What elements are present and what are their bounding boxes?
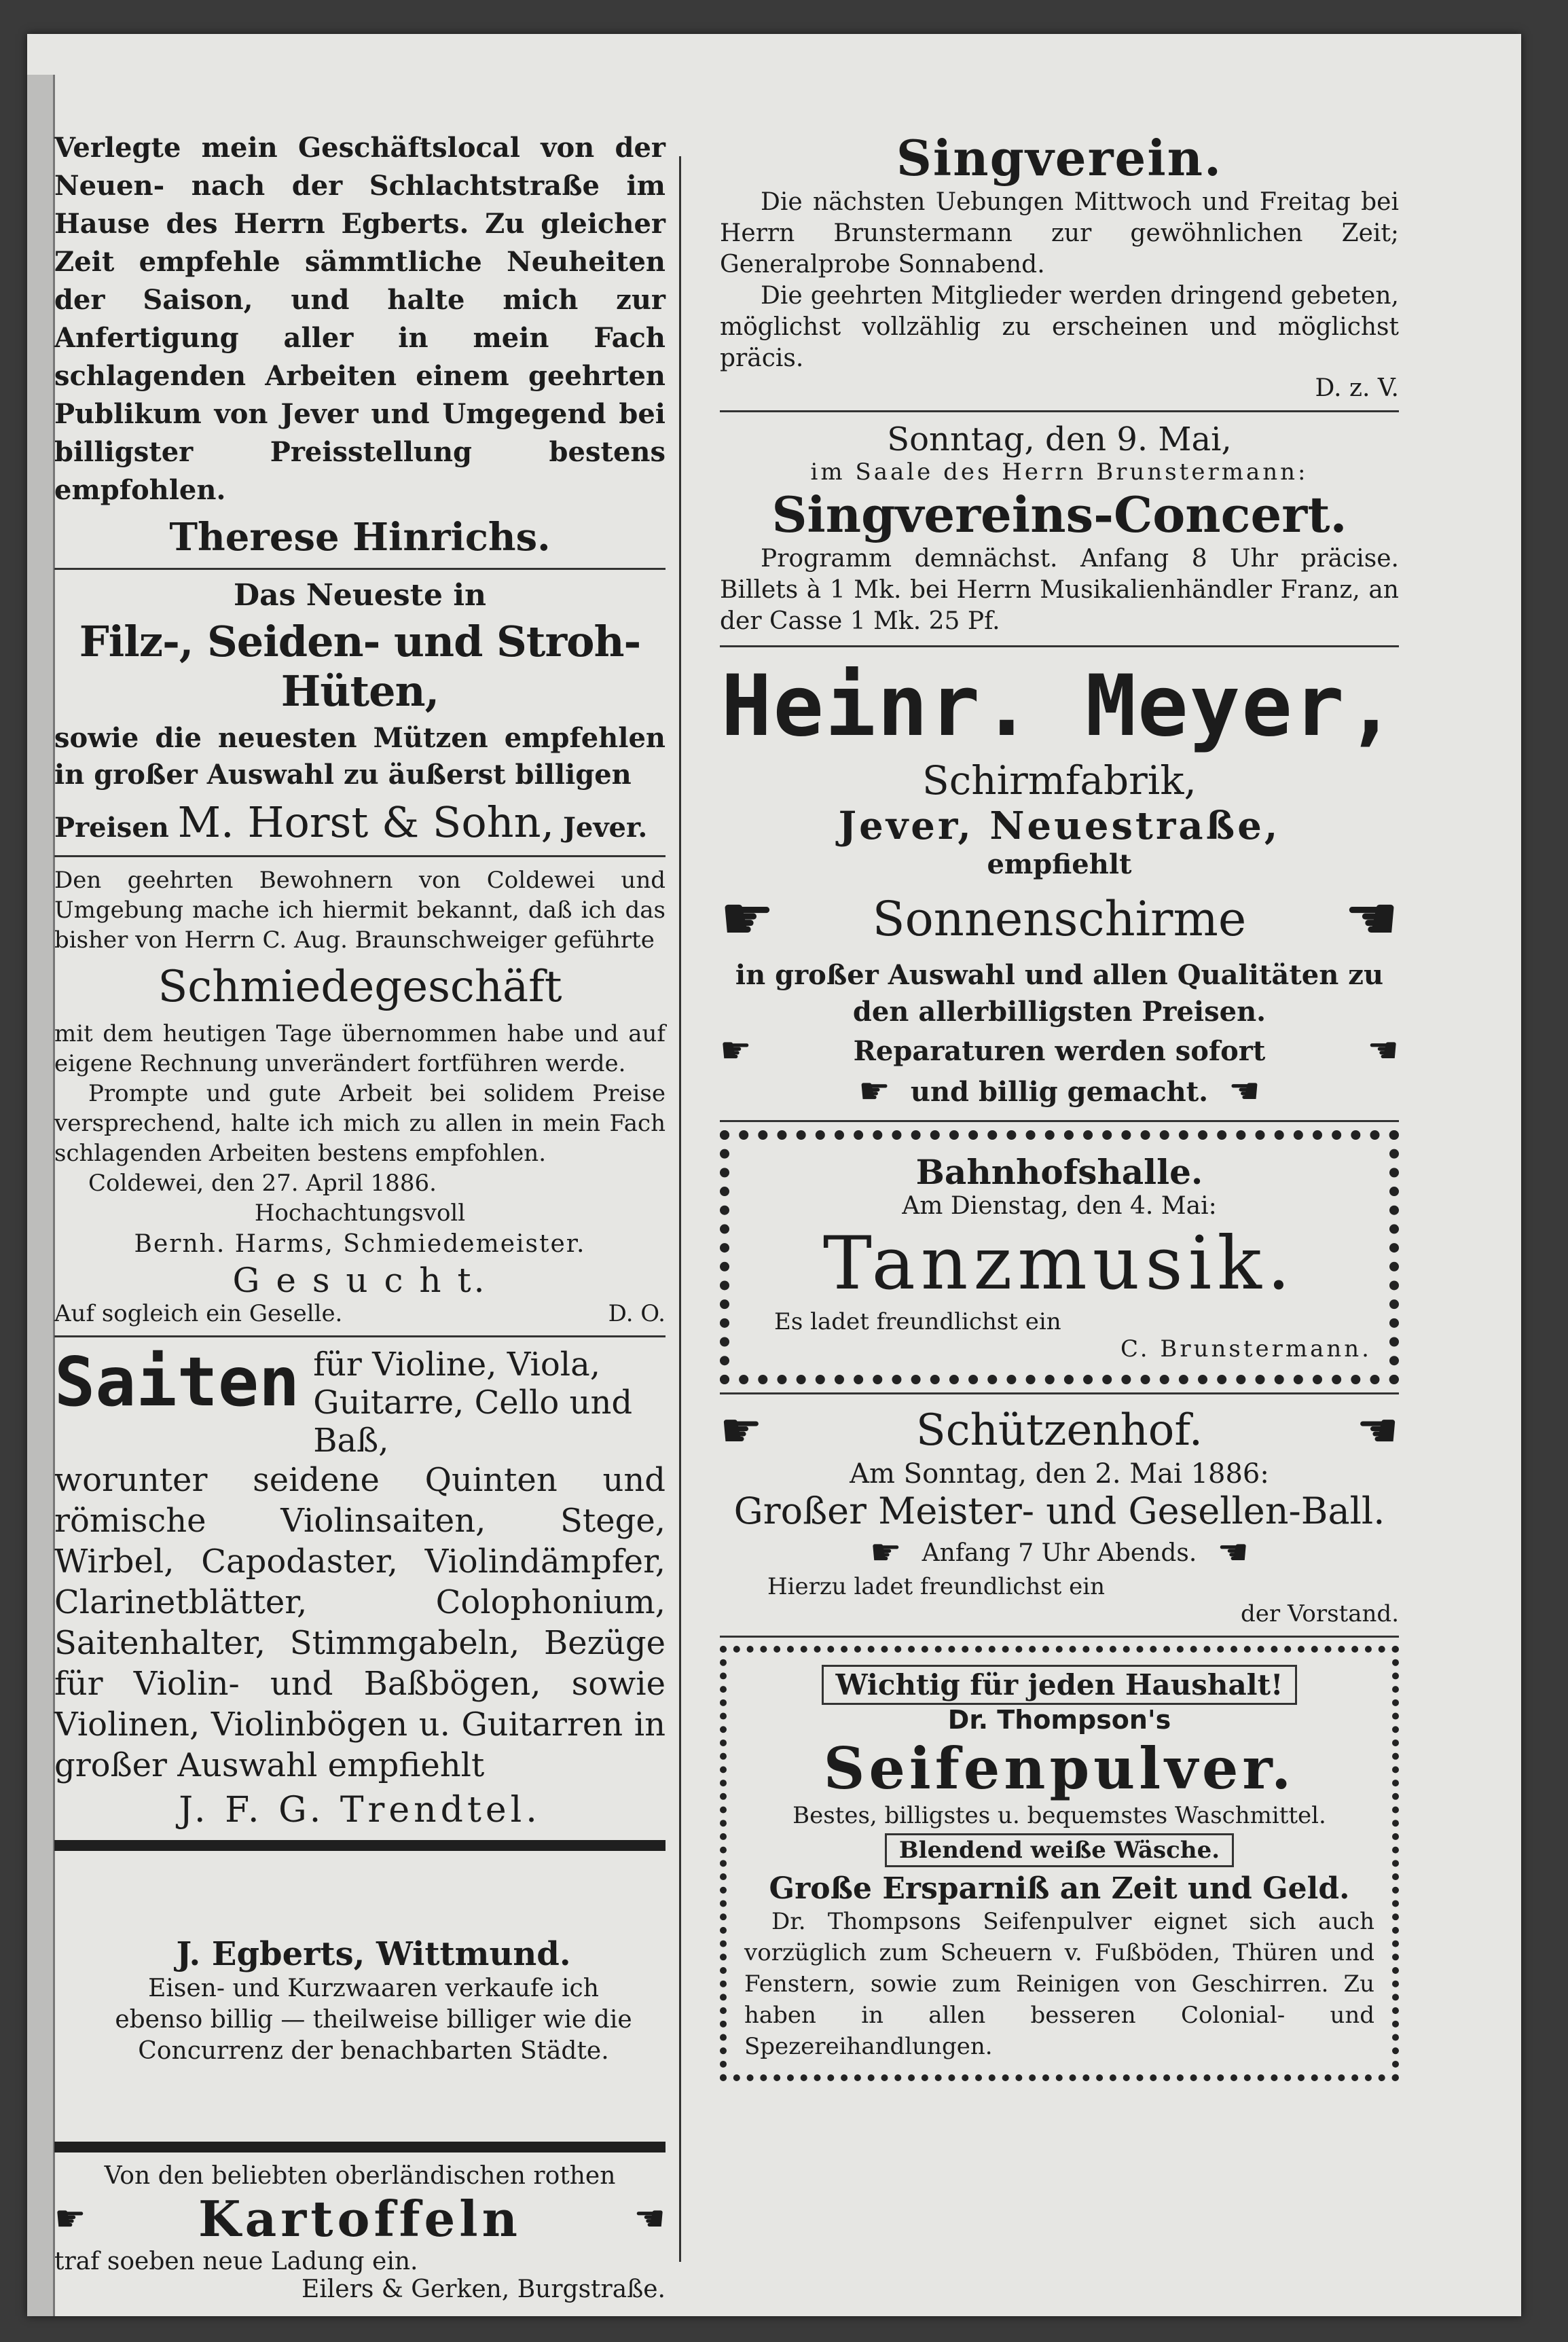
meyer-text: in großer Auswahl und allen Qualitäten zu den allerbilligsten Preisen. [735, 959, 1384, 1028]
rule [720, 1636, 1399, 1638]
schuetzen-date: Am Sonntag, den 2. Mai 1886: [850, 1458, 1269, 1490]
harms-text1: mit dem heutigen Tage übernommen habe und auf eigene Rechnung unverändert fortführen werde. [54, 1020, 666, 1077]
schuetzen-headline: Großer Meister- und Gesellen-Ball. [733, 1490, 1385, 1532]
bahnhof-signature: C. Brunstermann. [1120, 1335, 1372, 1363]
thompson-slogan: Große Ersparniß an Zeit und Geld. [769, 1871, 1350, 1906]
trendtel-lead: für Violine, Viola, Guitarre, Cello und Baß, [313, 1346, 633, 1460]
pointing-hand-left-icon: ☚ [1367, 1030, 1399, 1071]
kartoffeln-signature: Eilers & Gerken, Burgstraße. [302, 2275, 666, 2303]
ad-thompson [720, 1646, 1399, 2081]
gesucht-sign: D. O. [608, 1300, 666, 1327]
column-divider [679, 156, 681, 2262]
trendtel-text: worunter seidene Quinten und römische Violinsaiten, Stege, Wirbel, Capodaster, Violindämpfer, Clarinetblätter, Colophonium, Saitenhalter, Stimmgabeln, Bezüge für Violin- und Baßbögen, sowie Violinen, Violinbögen u. Guitarren in großer Auswahl empfiehlt [54, 1461, 666, 1784]
harms-intro: Den geehrten Bewohnern von Coldewei und Umgebung mache ich hiermit bekannt, daß ich das bisher von Herrn C. Aug. Braunschweiger geführte [54, 867, 666, 954]
thompson-sub: Bestes, billigstes u. bequemstes Waschmittel. [792, 1802, 1326, 1829]
left-column [54, 129, 666, 2303]
pointing-hand-left-icon: ☚ [1228, 1071, 1260, 1112]
thick-rule [54, 1840, 666, 1851]
harms-greeting: Hochachtungsvoll [254, 1200, 466, 1227]
concert-headline: Singvereins-Concert. [771, 486, 1347, 543]
pointing-hand-right-icon: ☛ [720, 883, 775, 954]
hinrichs-signature: Therese Hinrichs. [169, 515, 551, 560]
ad-singverein [720, 129, 1399, 402]
rule [720, 410, 1399, 412]
bahnhof-date: Am Dienstag, den 4. Mai: [902, 1192, 1217, 1220]
meyer-address: Jever, Neuestraße, [838, 804, 1281, 848]
kartoffeln-text: traf soeben neue Ladung ein. [54, 2248, 418, 2275]
ad-concert [720, 420, 1399, 637]
schuetzen-text: Hierzu ladet freundlichst ein [767, 1573, 1106, 1600]
pointing-hand-right-icon: ☛ [870, 1532, 902, 1573]
concert-text: Programm demnächst. Anfang 8 Uhr präcise. Billets à 1 Mk. bei Herrn Musikalienhändler Franz, an der Casse 1 Mk. 25 Pf. [720, 545, 1399, 635]
rule [720, 1392, 1399, 1394]
thompson-maker: Dr. Thompson's [947, 1705, 1171, 1735]
horst-prefix: Preisen [54, 812, 169, 844]
pointing-hand-right-icon: ☛ [858, 1071, 890, 1112]
ad-hinrichs [54, 129, 666, 560]
singverein-text1: Die nächsten Uebungen Mittwoch und Freitag bei Herrn Brunstermann zur gewöhnlichen Zeit; Generalprobe Sonnabend. [720, 188, 1399, 278]
rule [720, 1120, 1399, 1122]
singverein-sign: D. z. V. [1315, 374, 1399, 402]
schuetzen-signature: der Vorstand. [1241, 1600, 1399, 1627]
meyer-headline: Heinr. Meyer, [721, 657, 1398, 755]
egberts-text: Eisen- und Kurzwaaren verkaufe ich ebenso billig — theilweise billiger wie die Concurrenz der benachbarten Städte. [115, 1975, 632, 2065]
ad-horst [54, 578, 666, 847]
horst-headline: Filz-, Seiden- und Stroh-Hüten, [79, 617, 641, 716]
thick-rule [54, 2142, 666, 2152]
meyer-repair1: Reparaturen werden sofort [853, 1034, 1266, 1067]
thompson-headline: Seifenpulver. [823, 1735, 1296, 1802]
harms-date: Coldewei, den 27. April 1886. [88, 1170, 437, 1197]
pointing-hand-right-icon: ☛ [720, 1030, 752, 1071]
egberts-firm: J. Egberts, Wittmund. [176, 1935, 571, 1973]
horst-firm: M. Horst & Sohn, [177, 797, 555, 847]
harms-signature: Bernh. Harms, Schmiedemeister. [134, 1230, 586, 1258]
newspaper-page [27, 34, 1521, 2316]
harms-headline: Schmiedegeschäft [158, 962, 562, 1012]
thompson-boxed: Blendend weiße Wäsche. [885, 1833, 1234, 1867]
gesucht-text: Auf sogleich ein Geselle. [54, 1300, 343, 1327]
trendtel-signature: J. F. G. Trendtel. [179, 1790, 541, 1831]
schuetzen-time: Anfang 7 Uhr Abends. [922, 1538, 1197, 1567]
bahnhof-headline: Tanzmusik. [822, 1221, 1296, 1306]
pointing-hand-right-icon: ☛ [720, 1403, 763, 1458]
rule [54, 568, 666, 570]
rule [54, 855, 666, 857]
rule [720, 645, 1399, 647]
pointing-hand-left-icon: ☚ [1217, 1532, 1249, 1573]
thompson-text: Dr. Thompsons Seifenpulver eignet sich auch vorzüglich zum Scheuern v. Fußböden, Thüren und Fenstern, sowie zum Reinigen von Geschirren. Zu haben in allen besseren Colonial- und Spezereihandlungen. [744, 1908, 1374, 2060]
gesucht-headline: G e s u c h t. [232, 1261, 488, 1300]
meyer-repair2: und billig gemacht. [910, 1075, 1209, 1108]
horst-text: sowie die neuesten Mützen empfehlen in großer Auswahl zu äußerst billigen [54, 722, 666, 791]
ad-kartoffeln [54, 2162, 666, 2303]
kartoffeln-headline: Kartoffeln [198, 2190, 522, 2248]
ad-bahnhof [720, 1130, 1399, 1384]
horst-line1: Das Neueste in [233, 578, 487, 613]
ad-trendtel [54, 1342, 666, 1831]
pointing-hand-left-icon: ☚ [1356, 1403, 1399, 1458]
singverein-text2: Die geehrten Mitglieder werden dringend gebeten, möglichst vollzählig zu erscheinen und möglichst präcis. [720, 282, 1399, 372]
bahnhof-title: Bahnhofshalle. [915, 1152, 1203, 1192]
ad-meyer [720, 655, 1399, 1112]
thompson-top: Wichtig für jeden Haushalt! [822, 1665, 1298, 1705]
right-column [720, 129, 1399, 2088]
ad-egberts [54, 1860, 666, 2087]
hinrichs-text: Verlegte mein Geschäftslocal von der Neuen- nach der Schlachtstraße im Hause des Herrn Egberts. Zu gleicher Zeit empfehle sämmtliche Neuheiten der Saison, und halte mich zur Anfertigung aller in mein Fach schlagenden Arbeiten einem geehrten Publikum von Jever und Umgegend bei billigster Preisstellung bestens empfohlen. [54, 132, 666, 506]
ad-schuetzenhof [720, 1403, 1399, 1627]
trendtel-headline: Saiten [54, 1342, 300, 1422]
pointing-hand-right-icon: ☛ [54, 2198, 86, 2239]
harms-text2: Prompte und gute Arbeit bei solidem Preise versprechend, halte ich mich zu allen in mein Fach schlagenden Arbeiten bestens empfohlen. [54, 1080, 666, 1167]
bahnhof-text: Es ladet freundlichst ein [774, 1308, 1061, 1335]
pointing-hand-left-icon: ☚ [634, 2198, 666, 2239]
singverein-headline: Singverein. [896, 129, 1223, 187]
adjacent-page-edge [27, 75, 55, 2316]
rule [54, 1335, 666, 1337]
concert-venue: im Saale des Herrn Brunstermann: [810, 458, 1309, 486]
concert-date: Sonntag, den 9. Mai, [887, 420, 1232, 458]
meyer-product: Sonnenschirme [872, 890, 1247, 947]
ad-gesucht [54, 1261, 666, 1327]
horst-place: Jever. [562, 812, 648, 844]
pointing-hand-left-icon: ☚ [1344, 883, 1399, 954]
schuetzen-title: Schützenhof. [915, 1405, 1203, 1456]
ad-harms [54, 865, 666, 1261]
kartoffeln-intro: Von den beliebten oberländischen rothen [104, 2162, 616, 2190]
meyer-sub: Schirmfabrik, [922, 757, 1197, 804]
meyer-verb: empfiehlt [987, 848, 1132, 880]
horst-firm-line [54, 797, 666, 847]
